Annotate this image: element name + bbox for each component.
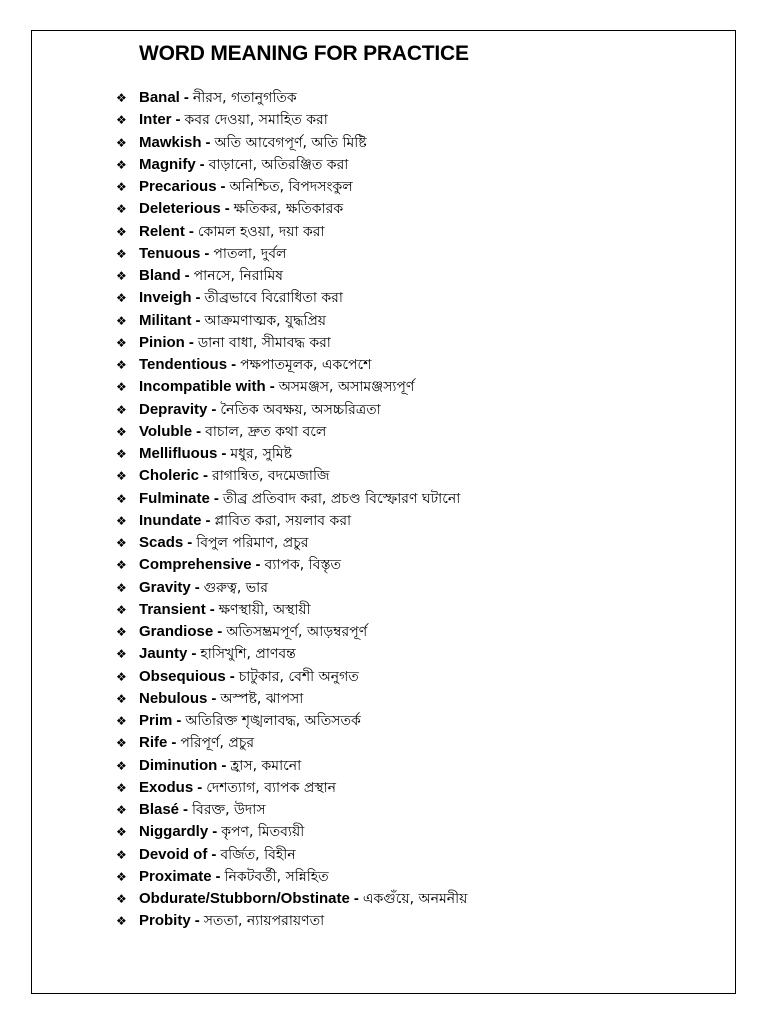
list-item <box>116 132 467 154</box>
list-item <box>116 688 467 710</box>
bengali-meaning: আক্রমণাত্মক, যুদ্ধপ্রিয় <box>204 312 327 329</box>
diamond-bullet-icon: ❖ <box>116 736 127 751</box>
vocab-term: Fulminate <box>139 489 210 507</box>
list-item <box>116 710 467 732</box>
vocab-term: Mawkish <box>139 133 202 151</box>
term-separator: - <box>205 511 211 529</box>
bengali-meaning: নীরস, গতানুগতিক <box>192 90 297 106</box>
diamond-bullet-icon: ❖ <box>116 558 127 573</box>
term-separator: - <box>175 111 181 129</box>
term-separator: - <box>221 445 227 462</box>
bengali-meaning: নৈতিক অবক্ষয়, অসচ্চরিত্রতা <box>220 401 381 418</box>
term-separator: - <box>194 912 200 930</box>
bengali-meaning: প্লাবিত করা, সয়লাব করা <box>214 512 352 529</box>
vocab-term: Pinion <box>139 333 185 351</box>
bengali-meaning: অসমঞ্জস, অসামঞ্জস্যপূর্ণ <box>278 379 415 396</box>
list-item <box>116 643 467 665</box>
bengali-meaning: অতি আবেগপূর্ণ, অতি মিষ্টি <box>214 134 367 151</box>
term-separator: - <box>184 267 190 284</box>
vocab-term: Inveigh <box>139 289 192 307</box>
bengali-meaning: সততা, ন্যায়পরায়ণতা <box>203 913 325 930</box>
bengali-meaning: কবর দেওয়া, সমাহিত করা <box>184 112 328 129</box>
list-item <box>116 154 467 176</box>
term-separator: - <box>255 556 261 574</box>
vocab-term: Proximate <box>139 867 212 885</box>
bengali-meaning: দেশত্যাগ, ব্যাপক প্রস্থান <box>206 779 336 796</box>
term-separator: - <box>194 578 200 596</box>
term-separator: - <box>231 356 237 373</box>
diamond-bullet-icon: ❖ <box>116 358 127 373</box>
diamond-bullet-icon: ❖ <box>116 914 127 929</box>
term-separator: - <box>197 778 203 796</box>
diamond-bullet-icon: ❖ <box>116 447 127 462</box>
vocab-term: Choleric <box>139 467 200 485</box>
bengali-meaning: নিকটবর্তী, সন্নিহিত <box>224 868 329 885</box>
list-item <box>116 443 467 465</box>
vocab-term: Blasé <box>139 801 180 818</box>
term-separator: - <box>213 489 219 507</box>
bengali-meaning: কোমল হওয়া, দয়া করা <box>197 223 325 240</box>
bengali-meaning: পানসে, নিরামিষ <box>193 268 283 284</box>
word-list <box>116 87 467 933</box>
vocab-term: Precarious <box>139 178 217 195</box>
term-separator: - <box>229 667 235 685</box>
vocab-term: Banal <box>139 89 180 106</box>
list-item <box>116 310 467 332</box>
bengali-meaning: তীব্র প্রতিবাদ করা, প্রচণ্ড বিস্ফোরণ ঘটানো <box>222 490 461 507</box>
bengali-meaning: হাসিখুশি, প্রাণবন্ত <box>200 646 296 663</box>
vocab-term: Devoid of <box>139 845 208 863</box>
vocab-term: Relent <box>139 222 185 240</box>
diamond-bullet-icon: ❖ <box>116 269 127 284</box>
list-item <box>116 332 467 354</box>
list-item <box>116 176 467 198</box>
bengali-meaning: অনিশ্চিত, বিপদসংকুল <box>229 179 353 195</box>
bengali-meaning: অতিসম্ভ্রমপূর্ণ, আড়ম্বরপূর্ণ <box>226 624 368 640</box>
bengali-meaning: তীব্রভাবে বিরোধিতা করা <box>204 290 343 307</box>
diamond-bullet-icon: ❖ <box>116 580 127 595</box>
term-separator: - <box>195 311 201 329</box>
list-item <box>116 376 467 398</box>
bengali-meaning: পরিপূর্ণ, প্রচুর <box>180 735 255 752</box>
diamond-bullet-icon: ❖ <box>116 424 127 439</box>
diamond-bullet-icon: ❖ <box>116 803 127 818</box>
diamond-bullet-icon: ❖ <box>116 625 127 640</box>
vocab-term: Jaunty <box>139 645 188 663</box>
vocab-term: Transient <box>139 600 206 618</box>
list-item <box>116 732 467 754</box>
list-item <box>116 243 467 265</box>
vocab-term: Obdurate/Stubborn/Obstinate <box>139 890 350 907</box>
diamond-bullet-icon: ❖ <box>116 892 127 907</box>
bengali-meaning: ডানা বাধা, সীমাবদ্ধ করা <box>197 334 331 351</box>
vocab-term: Militant <box>139 311 192 329</box>
bengali-meaning: পাতলা, দুর্বল <box>213 245 287 262</box>
term-separator: - <box>353 890 359 907</box>
bengali-meaning: গুরুত্ব, ভার <box>203 579 268 596</box>
term-separator: - <box>220 178 226 195</box>
list-item <box>116 488 467 510</box>
vocab-term: Bland <box>139 267 181 284</box>
bengali-meaning: অতিরিক্ত শৃঙ্খলাবদ্ধ, অতিসতর্ক <box>185 713 361 729</box>
term-separator: - <box>221 756 227 774</box>
term-separator: - <box>188 333 194 351</box>
diamond-bullet-icon: ❖ <box>116 513 127 528</box>
vocab-term: Tenuous <box>139 244 201 262</box>
diamond-bullet-icon: ❖ <box>116 135 127 150</box>
term-separator: - <box>187 534 193 551</box>
vocab-term: Diminution <box>139 756 218 774</box>
vocab-term: Rife <box>139 734 168 752</box>
list-item <box>116 821 467 843</box>
bengali-meaning: মধুর, সুমিষ্ট <box>230 446 292 462</box>
term-separator: - <box>205 133 211 151</box>
vocab-term: Inter <box>139 111 172 129</box>
diamond-bullet-icon: ❖ <box>116 157 127 172</box>
bengali-meaning: একগুঁয়ে, অনমনীয় <box>362 891 468 907</box>
list-item <box>116 221 467 243</box>
diamond-bullet-icon: ❖ <box>116 491 127 506</box>
list-item <box>116 287 467 309</box>
term-separator: - <box>211 689 217 707</box>
bengali-meaning: বাড়ানো, অতিরঞ্জিত করা <box>208 156 349 173</box>
bengali-meaning: বিপুল পরিমাণ, প্রচুর <box>196 535 309 551</box>
list-item <box>116 87 467 109</box>
vocab-term: Magnify <box>139 155 196 173</box>
list-item <box>116 510 467 532</box>
vocab-term: Probity <box>139 912 191 930</box>
diamond-bullet-icon: ❖ <box>116 313 127 328</box>
list-item <box>116 866 467 888</box>
term-separator: - <box>215 867 221 885</box>
vocab-term: Incompatible with <box>139 378 266 396</box>
list-item <box>116 532 467 554</box>
diamond-bullet-icon: ❖ <box>116 602 127 617</box>
vocab-term: Exodus <box>139 778 194 796</box>
bengali-meaning: ক্ষণস্থায়ী, অস্থায়ী <box>218 601 311 618</box>
vocab-term: Deleterious <box>139 200 221 218</box>
diamond-bullet-icon: ❖ <box>116 224 127 239</box>
vocab-term: Obsequious <box>139 667 226 685</box>
list-item <box>116 421 467 443</box>
bengali-meaning: অস্পষ্ট, ঝাপসা <box>220 690 304 707</box>
term-separator: - <box>212 823 218 841</box>
diamond-bullet-icon: ❖ <box>116 469 127 484</box>
term-separator: - <box>183 801 189 818</box>
bengali-meaning: বাচাল, দ্রুত কথা বলে <box>205 423 327 440</box>
bengali-meaning: হ্রাস, কমানো <box>230 757 302 774</box>
vocab-term: Prim <box>139 712 173 729</box>
list-item <box>116 465 467 487</box>
vocab-term: Depravity <box>139 400 208 418</box>
list-item <box>116 844 467 866</box>
list-item <box>116 621 467 643</box>
diamond-bullet-icon: ❖ <box>116 202 127 217</box>
diamond-bullet-icon: ❖ <box>116 402 127 417</box>
bengali-meaning: ব্যাপক, বিস্তৃত <box>264 557 342 574</box>
term-separator: - <box>209 600 215 618</box>
diamond-bullet-icon: ❖ <box>116 536 127 551</box>
term-separator: - <box>199 155 205 173</box>
diamond-bullet-icon: ❖ <box>116 847 127 862</box>
diamond-bullet-icon: ❖ <box>116 780 127 795</box>
page-title: WORD MEANING FOR PRACTICE <box>139 42 469 65</box>
vocab-term: Grandiose <box>139 623 214 640</box>
vocab-term: Comprehensive <box>139 556 252 574</box>
vocab-term: Nebulous <box>139 689 208 707</box>
diamond-bullet-icon: ❖ <box>116 335 127 350</box>
list-item <box>116 910 467 932</box>
diamond-bullet-icon: ❖ <box>116 691 127 706</box>
vocab-term: Gravity <box>139 578 191 596</box>
term-separator: - <box>176 712 182 729</box>
term-separator: - <box>171 734 177 752</box>
diamond-bullet-icon: ❖ <box>116 758 127 773</box>
term-separator: - <box>183 89 189 106</box>
bengali-meaning: চাটুকার, বেশী অনুগত <box>238 668 359 685</box>
diamond-bullet-icon: ❖ <box>116 91 127 106</box>
list-item <box>116 109 467 131</box>
term-separator: - <box>224 200 230 218</box>
list-item <box>116 888 467 910</box>
list-item <box>116 354 467 376</box>
diamond-bullet-icon: ❖ <box>116 113 127 128</box>
diamond-bullet-icon: ❖ <box>116 291 127 306</box>
term-separator: - <box>269 378 275 396</box>
term-separator: - <box>217 623 223 640</box>
diamond-bullet-icon: ❖ <box>116 825 127 840</box>
vocab-term: Mellifluous <box>139 445 218 462</box>
list-item <box>116 599 467 621</box>
term-separator: - <box>191 645 197 663</box>
vocab-term: Niggardly <box>139 823 209 841</box>
list-item <box>116 399 467 421</box>
list-item <box>116 198 467 220</box>
bengali-meaning: ক্ষতিকর, ক্ষতিকারক <box>233 201 344 218</box>
term-separator: - <box>196 422 202 440</box>
list-item <box>116 554 467 576</box>
bengali-meaning: বিরক্ত, উদাস <box>192 802 266 818</box>
list-item <box>116 265 467 287</box>
list-item <box>116 755 467 777</box>
vocab-term: Tendentious <box>139 356 228 373</box>
diamond-bullet-icon: ❖ <box>116 669 127 684</box>
list-item <box>116 799 467 821</box>
term-separator: - <box>211 845 217 863</box>
bengali-meaning: রাগান্বিত, বদমেজাজি <box>212 468 330 485</box>
list-item <box>116 577 467 599</box>
diamond-bullet-icon: ❖ <box>116 647 127 662</box>
term-separator: - <box>203 467 209 485</box>
list-item <box>116 777 467 799</box>
diamond-bullet-icon: ❖ <box>116 180 127 195</box>
term-separator: - <box>188 222 194 240</box>
bengali-meaning: কৃপণ, মিতব্যয়ী <box>221 824 305 841</box>
diamond-bullet-icon: ❖ <box>116 246 127 261</box>
diamond-bullet-icon: ❖ <box>116 714 127 729</box>
list-item <box>116 666 467 688</box>
vocab-term: Inundate <box>139 511 202 529</box>
term-separator: - <box>211 400 217 418</box>
bengali-meaning: পক্ষপাতমূলক, একপেশে <box>240 357 372 373</box>
vocab-term: Voluble <box>139 422 193 440</box>
vocab-term: Scads <box>139 534 184 551</box>
bengali-meaning: বর্জিত, বিহীন <box>220 846 296 863</box>
term-separator: - <box>195 289 201 307</box>
diamond-bullet-icon: ❖ <box>116 869 127 884</box>
term-separator: - <box>204 244 210 262</box>
diamond-bullet-icon: ❖ <box>116 380 127 395</box>
